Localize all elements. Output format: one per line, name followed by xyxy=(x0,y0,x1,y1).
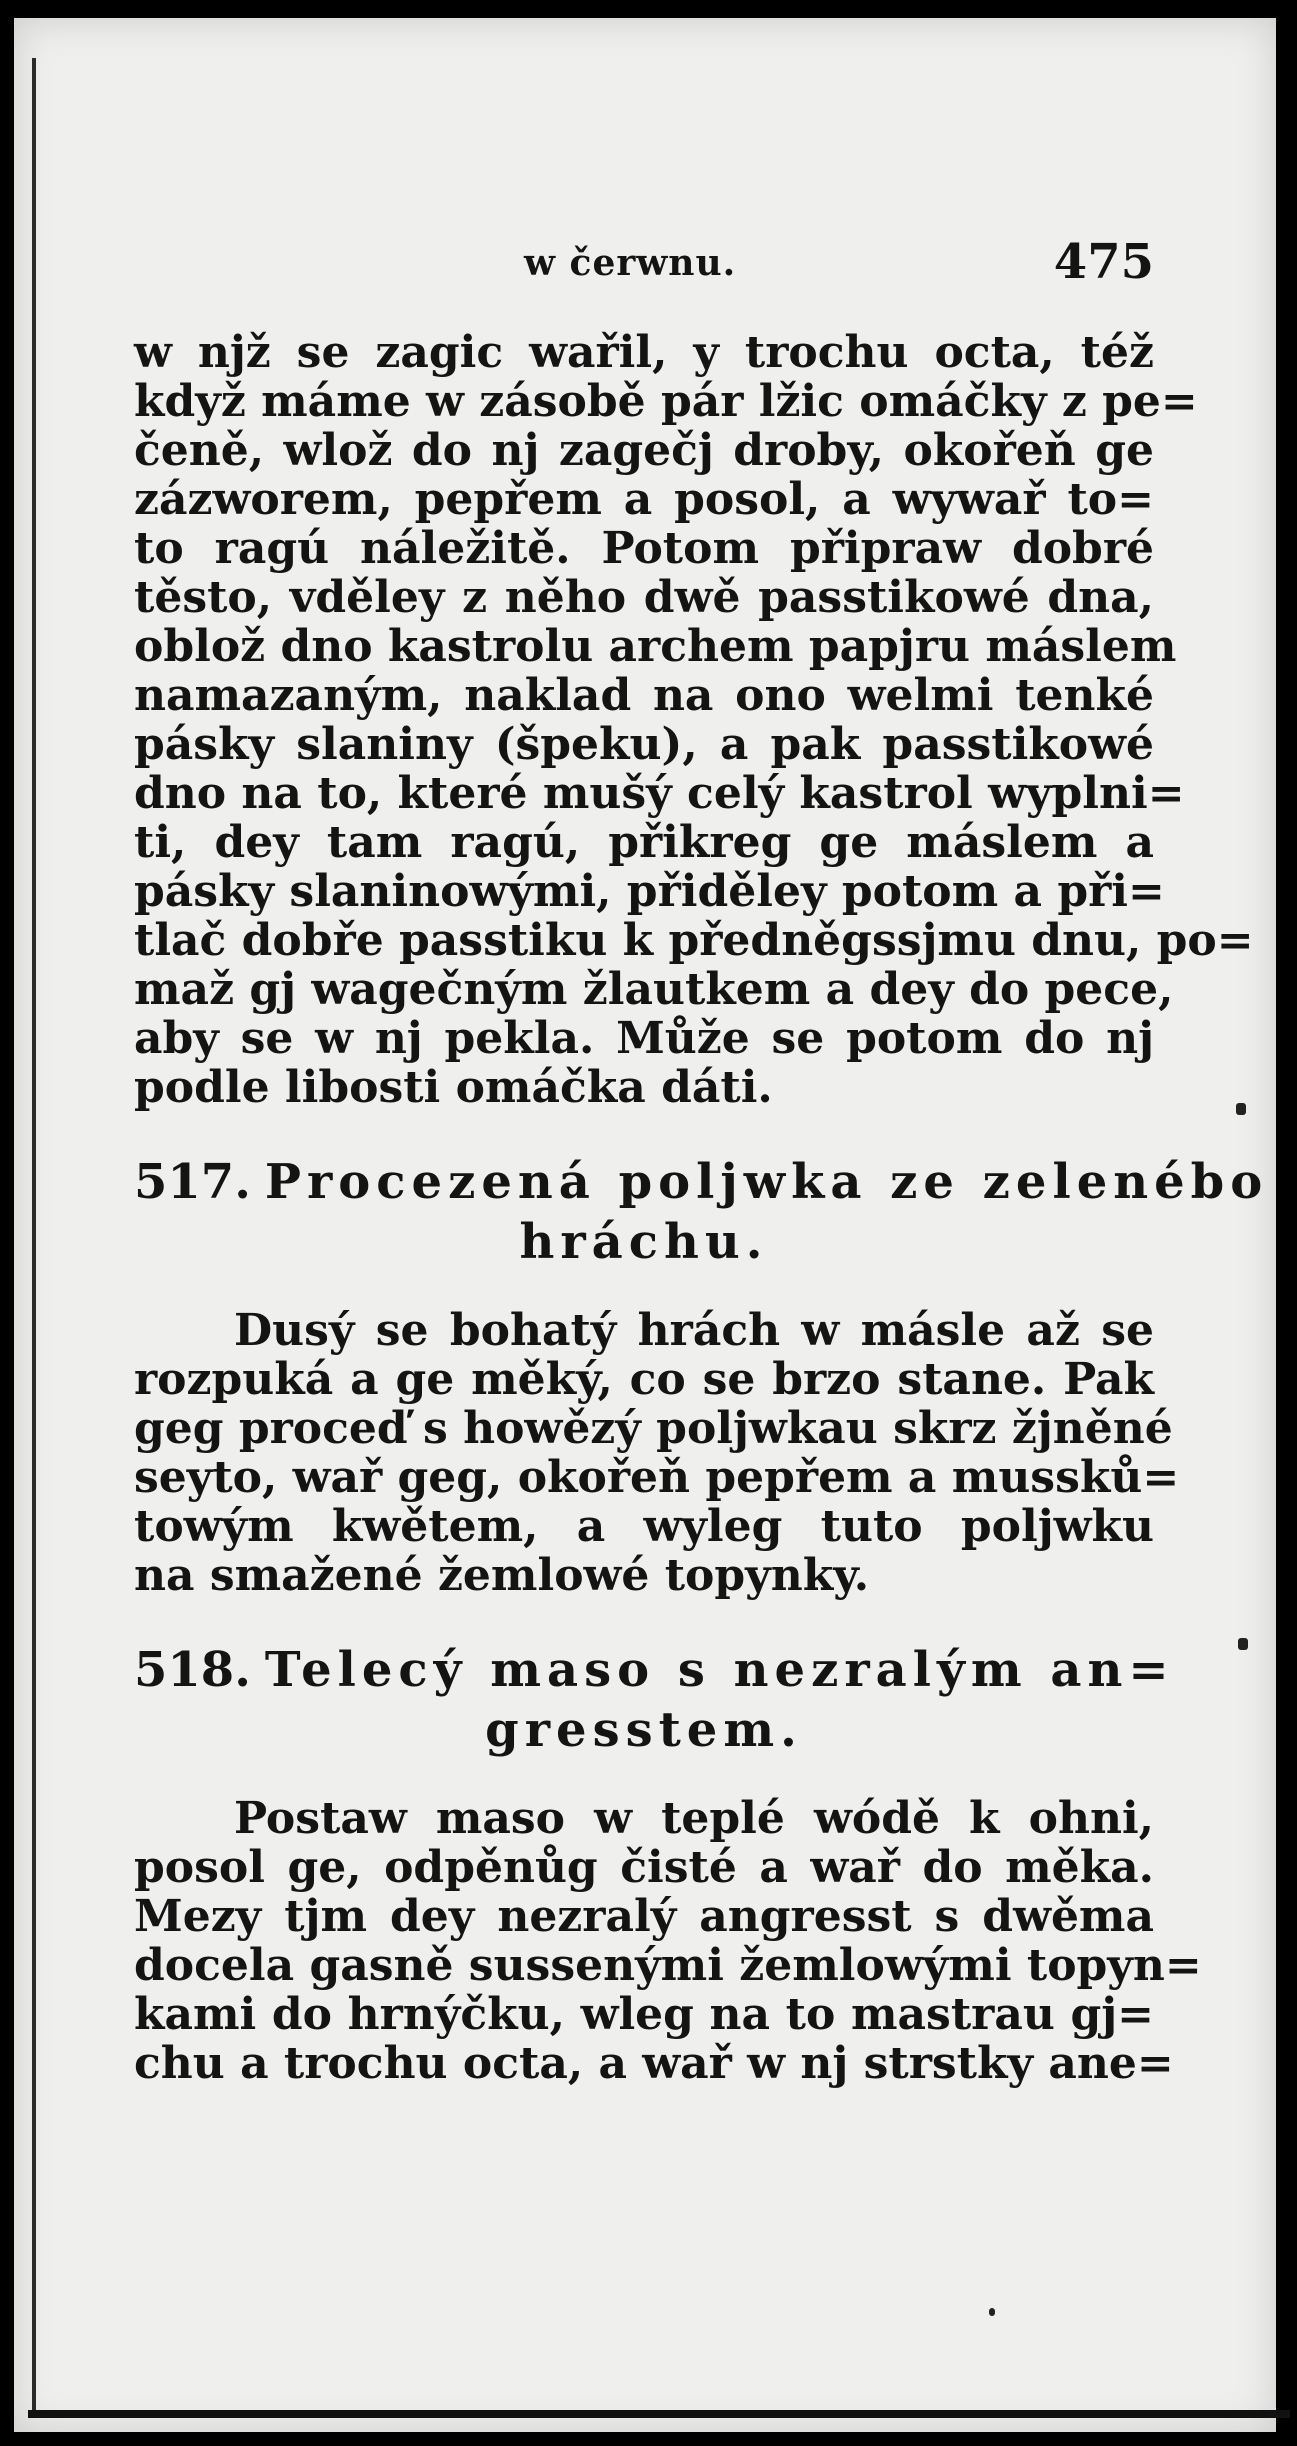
text-line: tlač dobře passtiku k předněgssjmu dnu, po= xyxy=(134,915,1254,966)
text-line: kami do hrnýčku, wleg na to mastrau gj= xyxy=(134,1989,1154,2040)
book-page xyxy=(14,18,1276,2432)
text-line: ti, dey tam ragú, přikreg ge máslem a xyxy=(134,817,1154,868)
text-line: to ragú náležitě. Potom připraw dobré xyxy=(134,523,1154,574)
recipe-text-517 xyxy=(134,1305,1180,1601)
paragraph-continued xyxy=(134,327,1254,1113)
recipe-heading-517 xyxy=(134,1152,1269,1272)
text-line: Mezy tjm dey nezralý angresst s dwěma xyxy=(134,1891,1154,1942)
text-line: oblož dno kastrolu archem papjru máslem xyxy=(134,621,1177,672)
text-line: w njž se zagic wařil, y trochu octa, též xyxy=(134,327,1154,378)
running-head xyxy=(134,218,1154,328)
text-line: seyto, wař geg, okořeň pepřem a mussků= xyxy=(134,1452,1180,1503)
text-line: když máme w zásobě pár lžic omáčky z pe= xyxy=(134,376,1198,427)
recipe-text-518 xyxy=(134,1793,1202,2089)
text-line: těsto, vděley z něho dwě passtikowé dna, xyxy=(134,572,1154,623)
text-line: dno na to, které mušý celý kastrol wyplni= xyxy=(134,768,1185,819)
running-title: w čerwnu. xyxy=(524,242,737,284)
page-number: 475 xyxy=(1053,234,1154,290)
text-line: Postaw maso w teplé wódě k ohni, xyxy=(234,1793,1154,1844)
text-line: namazaným, naklad na ono welmi tenké xyxy=(134,670,1154,721)
text-line: zázworem, pepřem a posol, a wywař to= xyxy=(134,474,1154,525)
text-line: pásky slaniny (špeku), a pak passtikowé xyxy=(134,719,1154,770)
recipe-title-continued: gresstem. xyxy=(485,1702,803,1758)
recipe-heading-518 xyxy=(134,1640,1175,1760)
text-line: rozpuká a ge měký, co se brzo stane. Pak xyxy=(134,1354,1154,1405)
page-bottom-edge xyxy=(28,2410,1290,2418)
heading-line xyxy=(134,1152,1269,1212)
text-line: podle libosti omáčka dáti. xyxy=(134,1062,773,1113)
text-line: towým kwětem, a wyleg tuto poljwku xyxy=(134,1501,1154,1552)
recipe-title-continued: hráchu. xyxy=(519,1214,769,1270)
text-line: docela gasně sussenými žemlowými topyn= xyxy=(134,1940,1202,1991)
recipe-number: 518. xyxy=(134,1642,251,1698)
text-block xyxy=(134,218,1269,2089)
recipe-number: 517. xyxy=(134,1154,251,1210)
text-line: posol ge, odpěnůg čisté a wař do měka. xyxy=(134,1842,1154,1893)
ink-speck xyxy=(1236,1103,1246,1115)
recipe-title: Telecý maso s nezralým an= xyxy=(264,1642,1175,1698)
text-line: na smažené žemlowé topynky. xyxy=(134,1550,870,1601)
text-line: čeně, wlož do nj zagečj droby, okořeň ge xyxy=(134,425,1154,476)
ink-speck xyxy=(989,2308,995,2316)
recipe-title: Procezená poljwka ze zelenébo xyxy=(264,1154,1269,1210)
page-edge-shadow xyxy=(32,58,36,2418)
text-line: Dusý se bohatý hrách w másle až se xyxy=(234,1305,1154,1356)
text-line: chu a trochu octa, a wař w nj strstky ane= xyxy=(134,2038,1174,2089)
heading-line xyxy=(134,1640,1175,1700)
ink-speck xyxy=(1238,1638,1248,1650)
text-line: pásky slaninowými, přiděley potom a při= xyxy=(134,866,1165,917)
text-line: geg proceď s howězý poljwkau skrz žjněné xyxy=(134,1403,1173,1454)
text-line: aby se w nj pekla. Může se potom do nj xyxy=(134,1013,1154,1064)
text-line: maž gj wagečným žlautkem a dey do pece, xyxy=(134,964,1174,1015)
